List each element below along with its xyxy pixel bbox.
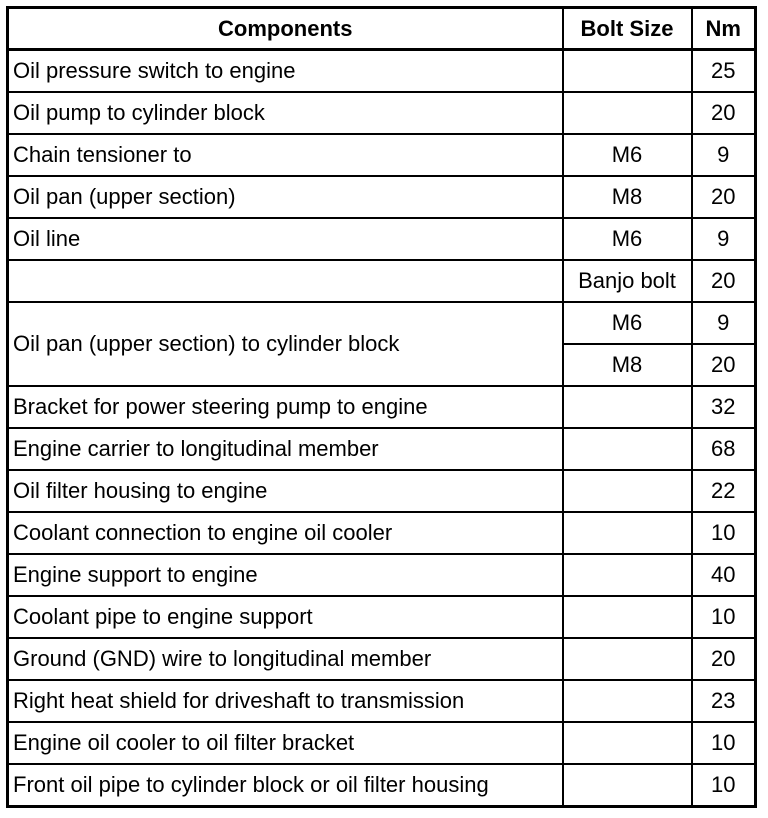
bolt-size-cell (563, 512, 692, 554)
bolt-size-cell (563, 764, 692, 807)
nm-cell: 40 (692, 554, 756, 596)
table-row (8, 92, 756, 134)
component-cell: Oil line (8, 218, 563, 260)
nm-cell: 25 (692, 50, 756, 93)
component-cell: Bracket for power steering pump to engine (8, 386, 563, 428)
component-cell: Oil pan (upper section) (8, 176, 563, 218)
table-row (8, 428, 756, 470)
component-cell: Ground (GND) wire to longitudinal member (8, 638, 563, 680)
bolt-size-cell (563, 554, 692, 596)
table-row (8, 638, 756, 680)
component-cell: Right heat shield for driveshaft to transmission (8, 680, 563, 722)
nm-cell: 10 (692, 512, 756, 554)
nm-cell: 20 (692, 176, 756, 218)
bolt-size-cell: M8 (563, 344, 692, 386)
table-row (8, 50, 756, 93)
nm-cell: 22 (692, 470, 756, 512)
table-row (8, 302, 756, 344)
bolt-size-cell (563, 596, 692, 638)
component-cell: Engine carrier to longitudinal member (8, 428, 563, 470)
nm-cell: 20 (692, 344, 756, 386)
component-cell: Coolant connection to engine oil cooler (8, 512, 563, 554)
table-row (8, 134, 756, 176)
table-row (8, 470, 756, 512)
nm-cell: 9 (692, 302, 756, 344)
bolt-size-cell: M6 (563, 134, 692, 176)
component-cell: Oil pan (upper section) to cylinder block (8, 302, 563, 386)
table-row (8, 218, 756, 260)
component-cell: Front oil pipe to cylinder block or oil filter housing (8, 764, 563, 807)
nm-cell: 20 (692, 92, 756, 134)
components-header: Components (8, 8, 563, 50)
table-row (8, 554, 756, 596)
bolt-size-header: Bolt Size (563, 8, 692, 50)
component-cell: Oil pressure switch to engine (8, 50, 563, 93)
bolt-size-cell (563, 470, 692, 512)
nm-cell: 9 (692, 134, 756, 176)
component-cell: Oil filter housing to engine (8, 470, 563, 512)
table-row (8, 722, 756, 764)
nm-header: Nm (692, 8, 756, 50)
nm-cell: 32 (692, 386, 756, 428)
bolt-size-cell (563, 386, 692, 428)
component-cell: Engine support to engine (8, 554, 563, 596)
table-row (8, 596, 756, 638)
component-cell (8, 260, 563, 302)
component-cell: Oil pump to cylinder block (8, 92, 563, 134)
bolt-size-cell (563, 638, 692, 680)
bolt-size-cell (563, 50, 692, 93)
table-row (8, 176, 756, 218)
component-cell: Chain tensioner to (8, 134, 563, 176)
header-row (8, 8, 756, 50)
nm-cell: 23 (692, 680, 756, 722)
nm-cell: 10 (692, 596, 756, 638)
bolt-size-cell: M6 (563, 218, 692, 260)
bolt-size-cell: M6 (563, 302, 692, 344)
bolt-size-cell (563, 680, 692, 722)
table-row (8, 260, 756, 302)
bolt-size-cell (563, 722, 692, 764)
table-row (8, 386, 756, 428)
nm-cell: 10 (692, 722, 756, 764)
bolt-size-cell (563, 92, 692, 134)
nm-cell: 9 (692, 218, 756, 260)
component-cell: Engine oil cooler to oil filter bracket (8, 722, 563, 764)
bolt-size-cell (563, 428, 692, 470)
nm-cell: 68 (692, 428, 756, 470)
bolt-size-cell: Banjo bolt (563, 260, 692, 302)
nm-cell: 20 (692, 638, 756, 680)
table-row (8, 764, 756, 807)
table-row (8, 680, 756, 722)
component-cell: Coolant pipe to engine support (8, 596, 563, 638)
torque-specification-table (6, 6, 757, 808)
nm-cell: 20 (692, 260, 756, 302)
nm-cell: 10 (692, 764, 756, 807)
table-row (8, 512, 756, 554)
bolt-size-cell: M8 (563, 176, 692, 218)
